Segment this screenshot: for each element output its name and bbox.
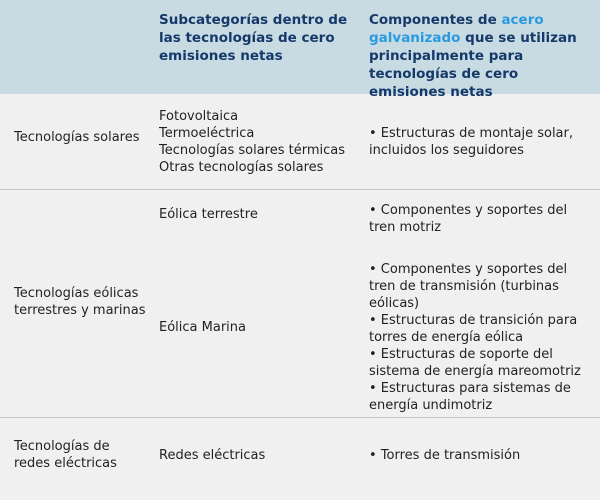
subcategory-item: Otras tecnologías solares: [159, 160, 324, 175]
component-item: • Componentes y soportes del tren de transmisión (turbinas eólicas): [369, 262, 568, 311]
row-wind-onshore-components: [369, 202, 591, 236]
component-item: • Estructuras de montaje solar, incluidos los seguidores: [369, 126, 573, 158]
subcategory-item: Redes eléctricas: [159, 448, 266, 463]
row-grid-category: Tecnologías de redes eléctricas: [14, 439, 117, 471]
row-solar-subcategories: [159, 108, 355, 176]
row-solar-category: Tecnologías solares: [14, 130, 140, 145]
component-item: • Torres de transmisión: [369, 448, 521, 463]
row-grid-subcategories: [159, 447, 355, 464]
header-components-suffix: que se utilizan principalmente para tecnologías de cero emisiones netas: [369, 30, 577, 100]
component-item: • Estructuras para sistemas de energía undimotriz: [369, 381, 571, 413]
component-item: • Estructuras de transición para torres de energía eólica: [369, 313, 578, 345]
row-divider: [0, 417, 600, 418]
row-solar-components: [369, 125, 591, 159]
header-components: [369, 11, 591, 101]
row-grid-components: [369, 447, 591, 464]
subcategory-item: Termoeléctrica: [159, 126, 255, 141]
row-divider: [0, 189, 600, 190]
header-subcategories: Subcategorías dentro de las tecnologías de cero emisiones netas: [159, 12, 348, 64]
row-wind-onshore-subcategory: Eólica terrestre: [159, 207, 258, 222]
subcategory-item: Fotovoltaica: [159, 109, 239, 124]
component-item: • Componentes y soportes del tren motriz: [369, 203, 568, 235]
subcategory-item: Tecnologías solares térmicas: [159, 143, 346, 158]
table-header: [0, 0, 600, 100]
row-wind-category: Tecnologías eólicas terrestres y marinas: [14, 286, 146, 318]
row-wind-offshore-subcategory: Eólica Marina: [159, 320, 246, 335]
header-components-accent: acero galvanizado: [369, 12, 544, 46]
component-item: • Estructuras de soporte del sistema de energía mareomotriz: [369, 347, 581, 379]
row-wind-offshore-components: [369, 261, 591, 414]
header-components-prefix: Componentes de: [369, 12, 502, 28]
